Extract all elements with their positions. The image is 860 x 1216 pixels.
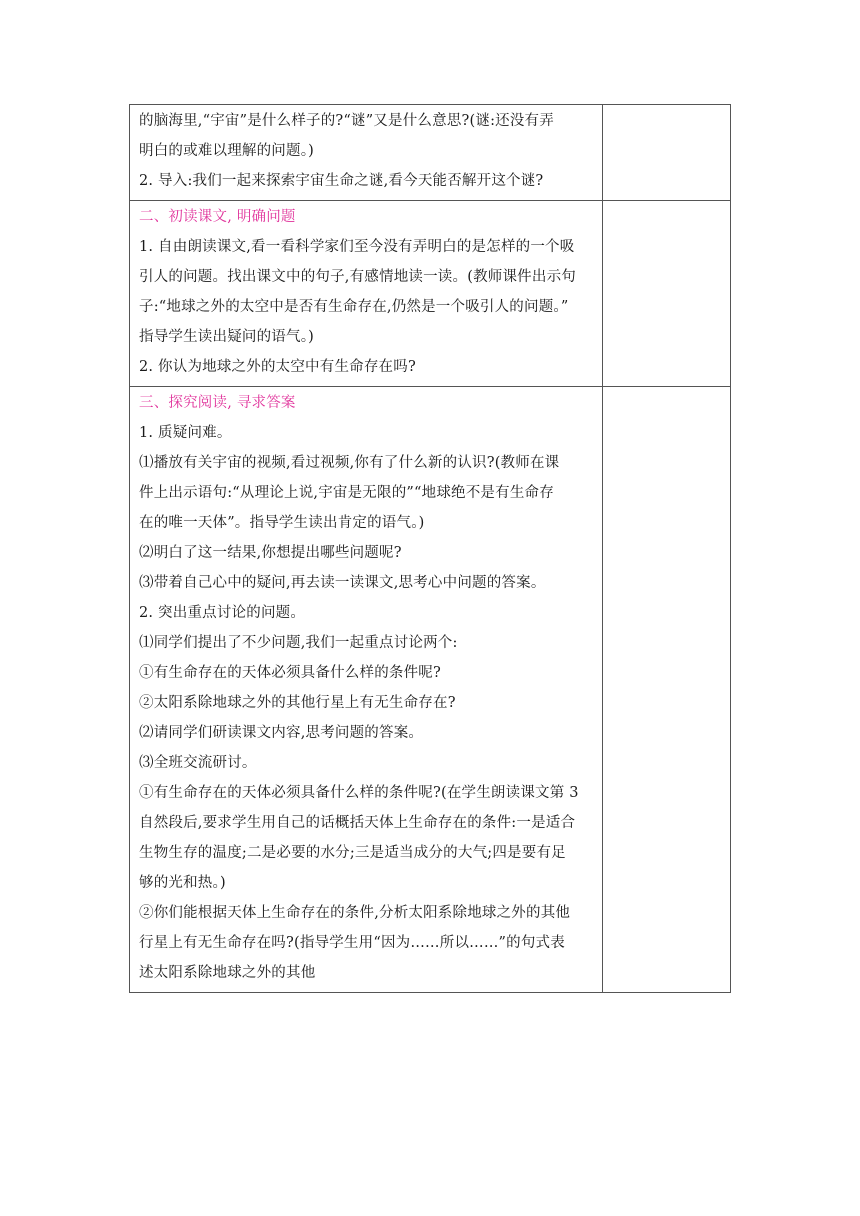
notes-cell	[603, 105, 731, 201]
content-cell	[130, 387, 603, 993]
text-line: 引人的问题。找出课文中的句子,有感情地读一读。(教师课件出示句	[139, 269, 576, 285]
text-line: 2. 导入:我们一起来探索宇宙生命之谜,看今天能否解开这个谜?	[139, 173, 544, 189]
text-line: 述太阳系除地球之外的其他	[139, 965, 316, 981]
text-line: ⑴同学们提出了不少问题,我们一起重点讨论两个:	[139, 635, 458, 651]
text-line: ①有生命存在的天体必须具备什么样的条件呢?	[139, 665, 441, 681]
text-line: 件上出示语句:“从理论上说,宇宙是无限的”“地球绝不是有生命存	[139, 485, 554, 501]
text-line: 明白的或难以理解的问题。)	[139, 143, 315, 159]
section-title: 二、初读课文, 明确问题	[139, 209, 296, 225]
text-line: 在的唯一天体”。指导学生读出肯定的语气。)	[139, 515, 425, 531]
lesson-plan-table	[129, 104, 731, 993]
text-line: ⑵请同学们研读课文内容,思考问题的答案。	[139, 725, 424, 741]
text-line: 生物生存的温度;二是必要的水分;三是适当成分的大气;四是要有足	[139, 845, 566, 861]
text-line: 的脑海里,“宇宙”是什么样子的?“谜”又是什么意思?(谜:还没有弄	[139, 113, 554, 129]
table-row	[130, 105, 731, 201]
notes-cell	[603, 387, 731, 993]
table-row	[130, 387, 731, 993]
text-line: ②你们能根据天体上生命存在的条件,分析太阳系除地球之外的其他	[139, 905, 571, 921]
text-line: ⑵明白了这一结果,你想提出哪些问题呢?	[139, 545, 402, 561]
text-line: 2. 突出重点讨论的问题。	[139, 605, 306, 621]
text-line: ①有生命存在的天体必须具备什么样的条件呢?(在学生朗读课文第 3	[139, 785, 579, 801]
text-line: ⑶带着自己心中的疑问,再去读一读课文,思考心中问题的答案。	[139, 575, 546, 591]
table-row	[130, 201, 731, 387]
text-line: 2. 你认为地球之外的太空中有生命存在吗?	[139, 359, 416, 375]
content-cell	[130, 201, 603, 387]
text-line: ⑴播放有关宇宙的视频,看过视频,你有了什么新的认识?(教师在课	[139, 455, 560, 471]
text-line: 子:“地球之外的太空中是否有生命存在,仍然是一个吸引人的问题。”	[139, 299, 569, 315]
content-cell	[130, 105, 603, 201]
notes-cell	[603, 201, 731, 387]
text-line: 1. 自由朗读课文,看一看科学家们至今没有弄明白的是怎样的一个吸	[139, 239, 575, 255]
text-line: 自然段后,要求学生用自己的话概括天体上生命存在的条件:一是适合	[139, 815, 576, 831]
text-line: 指导学生读出疑问的语气。)	[139, 329, 315, 345]
text-line: 1. 质疑问难。	[139, 425, 232, 441]
text-line: 够的光和热。)	[139, 875, 226, 891]
text-line: 行星上有无生命存在吗?(指导学生用“因为……所以……”的句式表	[139, 935, 565, 951]
text-line: ⑶全班交流研讨。	[139, 755, 257, 771]
text-line: ②太阳系除地球之外的其他行星上有无生命存在?	[139, 695, 456, 711]
section-title: 三、探究阅读, 寻求答案	[139, 395, 296, 411]
